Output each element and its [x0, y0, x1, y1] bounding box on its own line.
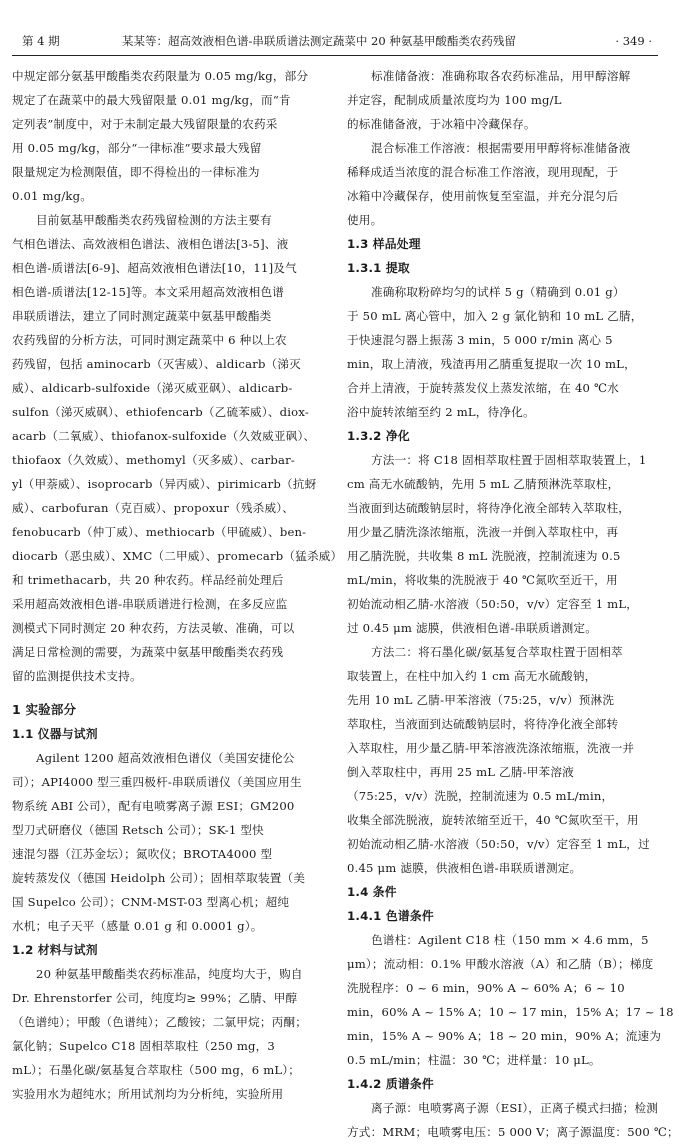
- body-text-line: 0.01 mg/kg。: [12, 189, 93, 203]
- body-text-line: min，60% A ~ 15% A；10 ~ 17 min，15% A；17 ~ 18: [347, 1005, 674, 1019]
- body-text-line: 于 50 mL 离心管中，加入 2 g 氯化钠和 10 mL 乙腈，: [347, 309, 643, 323]
- subsection-heading: 1.2 材料与试剂: [12, 943, 98, 957]
- body-text-line: yl（甲萘威）、isoprocarb（异丙威）、pirimicarb（抗蚜: [12, 477, 317, 491]
- body-text-line: 浴中旋转浓缩至约 2 mL，待净化。: [347, 405, 535, 419]
- body-text-line: 限量规定为检测限值，即不得检出的一律标准为: [12, 165, 260, 179]
- body-text-line: （75:25，v/v）洗脱，控制流速为 0.5 mL/min，: [347, 789, 614, 803]
- body-text-line: 氯化钠；Supelco C18 固相萃取柱（250 mg，3: [12, 1039, 276, 1053]
- body-text-line: Dr. Ehrenstorfer 公司，纯度均≥ 99%；乙腈、甲醇: [12, 991, 298, 1005]
- body-text-line: 于快速混匀器上振荡 3 min，5 000 r/min 离心 5: [347, 333, 613, 347]
- body-text-line: 规定了在蔬菜中的最大残留限量 0.01 mg/kg，而“肯: [12, 93, 291, 107]
- body-text-line: 使用。: [347, 213, 383, 227]
- body-text-line: 相色谱-质谱法[12-15]等。本文采用超高效液相色谱: [12, 285, 285, 299]
- body-text-line: 倒入萃取柱中，再用 25 mL 乙腈-甲苯溶液: [347, 765, 574, 779]
- body-text-line: 串联质谱法，建立了同时测定蔬菜中氨基甲酸酯类: [12, 309, 272, 323]
- body-text-line: 型刀式研磨仪（德国 Retsch 公司）；SK-1 型快: [12, 823, 264, 837]
- subsection-heading: 1.4 条件: [347, 885, 397, 899]
- body-text-line: 物系统 ABI 公司），配有电喷雾离子源 ESI；GM200: [12, 799, 295, 813]
- body-text-line: 和 trimethacarb，共 20 种农药。样品经前处理后: [12, 573, 284, 587]
- paragraph-start-line: 标准储备液：准确称取各农药标准品，用甲醇溶解: [371, 69, 631, 83]
- body-text-line: 司）；API4000 型三重四极杆-串联质谱仪（美国应用生: [12, 775, 302, 789]
- body-text-line: 实验用水为超纯水；所用试剂均为分析纯，实验所用: [12, 1087, 284, 1101]
- subsubsection-heading: 1.3.1 提取: [347, 261, 410, 275]
- body-text-line: 取装置上，在柱中加入约 1 cm 高无水硫酸钠，: [347, 669, 597, 683]
- paragraph-start-line: 色谱柱：Agilent C18 柱（150 mm × 4.6 mm，5: [371, 933, 649, 947]
- page-number: · 349 ·: [615, 34, 652, 48]
- body-text-line: 用乙腈洗脱，共收集 8 mL 洗脱液，控制流速为 0.5: [347, 549, 621, 563]
- body-text-line: 速混匀器（江苏金坛）；氮吹仪；BROTA4000 型: [12, 847, 273, 861]
- body-text-line: 药残留，包括 aminocarb（灭害威）、aldicarb（涕灭: [12, 357, 301, 371]
- body-text-line: 测模式下同时测定 20 种农药，方法灵敏、准确，可以: [12, 621, 295, 635]
- paragraph-start-line: 混合标准工作溶液：根据需要用甲醇将标准储备液: [371, 141, 631, 155]
- paragraph-start-line: 方法二：将石墨化碳/氨基复合萃取柱置于固相萃: [371, 645, 623, 659]
- body-text-line: 定列表”制度中，对于未制定最大残留限量的农药采: [12, 117, 278, 131]
- body-text-line: 合并上清液，于旋转蒸发仪上蒸发浓缩，在 40 ℃水: [347, 381, 619, 395]
- body-text-line: 留的监测提供技术支持。: [12, 669, 142, 683]
- subsection-heading: 1.1 仪器与试剂: [12, 727, 98, 741]
- paragraph-start-line: 目前氨基甲酸酯类农药残留检测的方法主要有: [36, 213, 272, 227]
- body-text-line: 旋转蒸发仪（德国 Heidolph 公司）；固相萃取装置（美: [12, 871, 306, 885]
- body-text-line: 稀释成适当浓度的混合标准工作溶液，现用现配，于: [347, 165, 619, 179]
- body-text-line: 0.45 μm 滤膜，供液相色谱-串联质谱测定。: [347, 861, 582, 875]
- body-text-line: 初始流动相乙腈-水溶液（50:50，v/v）定容至 1 mL，过: [347, 837, 650, 851]
- body-text-line: （色谱纯）；甲酸（色谱纯）；乙酸铵；二氯甲烷；丙酮；: [12, 1015, 308, 1029]
- body-text-line: acarb（二氧威）、thiofanox-sulfoxide（久效威亚砜）、: [12, 429, 316, 443]
- right-column: [347, 64, 679, 1139]
- body-text-line: 用 0.05 mg/kg，部分“一律标准”要求最大残留: [12, 141, 262, 155]
- body-text-line: 满足日常检测的需要，为蔬菜中氨基甲酸酯类农药残: [12, 645, 284, 659]
- subsubsection-heading: 1.4.1 色谱条件: [347, 909, 434, 923]
- body-text-line: 气相色谱法、高效液相色谱法、液相色谱法[3-5]、液: [12, 237, 289, 251]
- body-text-line: μm）；流动相：0.1% 甲酸水溶液（A）和乙腈（B）；梯度: [347, 957, 654, 971]
- body-text-line: mL）；石墨化碳/氨基复合萃取柱（500 mg，6 mL）；: [12, 1063, 301, 1077]
- body-text-line: 方式：MRM；电喷雾电压：5 000 V；离子源温度：500 ℃；: [347, 1125, 679, 1139]
- body-text-line: 冰箱中冷藏保存，使用前恢复至室温，并充分混匀后: [347, 189, 619, 203]
- body-text-line: sulfon（涕灭威砜）、ethiofencarb（乙硫苯威）、diox-: [12, 405, 310, 419]
- body-text-line: 中规定部分氨基甲酸酯类农药限量为 0.05 mg/kg，部分: [12, 69, 309, 83]
- body-text-line: 威）、aldicarb-sulfoxide（涕灭威亚砜）、aldicarb-: [12, 381, 293, 395]
- paragraph-start-line: Agilent 1200 超高效液相色谱仪（美国安捷伦公: [36, 751, 295, 765]
- body-text-line: cm 高无水硫酸钠，先用 5 mL 乙腈预淋洗萃取柱，: [347, 477, 620, 491]
- body-text-line: diocarb（恶虫威）、XMC（二甲威）、promecarb（猛杀威）: [12, 549, 343, 563]
- issue-number: 第 4 期: [22, 34, 60, 48]
- body-text-line: 并定容，配制成质量浓度均为 100 mg/L: [347, 93, 562, 107]
- section-heading: 1 实验部分: [12, 702, 77, 717]
- body-text-line: 的标准储备液，于冰箱中冷藏保存。: [347, 117, 536, 131]
- body-text-line: 水机；电子天平（感量 0.01 g 和 0.0001 g）。: [12, 919, 263, 933]
- header-rule: [12, 55, 658, 56]
- body-text-line: thiofaox（久效威）、methomyl（灭多威）、carbar-: [12, 453, 296, 467]
- paragraph-start-line: 准确称取粉碎均匀的试样 5 g（精确到 0.01 g）: [371, 285, 625, 299]
- body-text-line: 当液面到达硫酸钠层时，将待净化液全部转入萃取柱，: [347, 501, 631, 515]
- body-text-line: 萃取柱，当液面到达硫酸钠层时，将待净化液全部转: [347, 717, 619, 731]
- body-text-line: 国 Supelco 公司）；CNM-MST-03 型离心机；超纯: [12, 895, 290, 909]
- body-text-line: 农药残留的分析方法，可同时测定蔬菜中 6 种以上农: [12, 333, 287, 347]
- body-text-line: 威）、carbofuran（克百威）、propoxur（残杀威）、: [12, 501, 295, 515]
- paragraph-start-line: 方法一：将 C18 固相萃取柱置于固相萃取装置上，1: [371, 453, 647, 467]
- subsubsection-heading: 1.4.2 质谱条件: [347, 1077, 434, 1091]
- paragraph-start-line: 离子源：电喷雾离子源（ESI），正离子模式扫描；检测: [371, 1101, 659, 1115]
- body-text-line: fenobucarb（仲丁威）、methiocarb（甲硫威）、ben-: [12, 525, 307, 539]
- body-text-line: 洗脱程序：0 ~ 6 min，90% A ~ 60% A；6 ~ 10: [347, 981, 625, 995]
- paragraph-start-line: 20 种氨基甲酸酯类农药标准品，纯度均大于，购自: [36, 967, 303, 981]
- body-text-line: 初始流动相乙腈-水溶液（50:50，v/v）定容至 1 mL，: [347, 597, 639, 611]
- left-column: [12, 64, 343, 1101]
- running-header: [12, 30, 658, 52]
- body-text-line: mL/min，将收集的洗脱液于 40 ℃氮吹至近干，用: [347, 573, 618, 587]
- body-text-line: min，取上清液，残渣再用乙腈重复提取一次 10 mL，: [347, 357, 636, 371]
- body-text-line: 采用超高效液相色谱-串联质谱进行检测，在多反应监: [12, 597, 288, 611]
- running-title: 某某等：超高效液相色谱-串联质谱法测定蔬菜中 20 种氨基甲酸酯类农药残留: [122, 34, 516, 48]
- body-text-line: 入萃取柱，用少量乙腈-甲苯溶液洗涤浓缩瓶，洗液一并: [347, 741, 635, 755]
- body-text-line: 用少量乙腈洗涤浓缩瓶，洗液一并倒入萃取柱中，再: [347, 525, 619, 539]
- body-text-line: min，15% A ~ 90% A；18 ~ 20 min，90% A；流速为: [347, 1029, 662, 1043]
- body-text-line: 0.5 mL/min；柱温：30 ℃；进样量：10 μL。: [347, 1053, 601, 1067]
- body-text-line: 先用 10 mL 乙腈-甲苯溶液（75:25，v/v）预淋洗: [347, 693, 615, 707]
- body-text-line: 过 0.45 μm 滤膜，供液相色谱-串联质谱测定。: [347, 621, 598, 635]
- body-text-line: 收集全部洗脱液，旋转浓缩至近干，40 ℃氮吹至干，用: [347, 813, 639, 827]
- body-text-line: 相色谱-质谱法[6-9]、超高效液相色谱法[10，11]及气: [12, 261, 297, 275]
- subsection-heading: 1.3 样品处理: [347, 237, 421, 251]
- subsubsection-heading: 1.3.2 净化: [347, 429, 410, 443]
